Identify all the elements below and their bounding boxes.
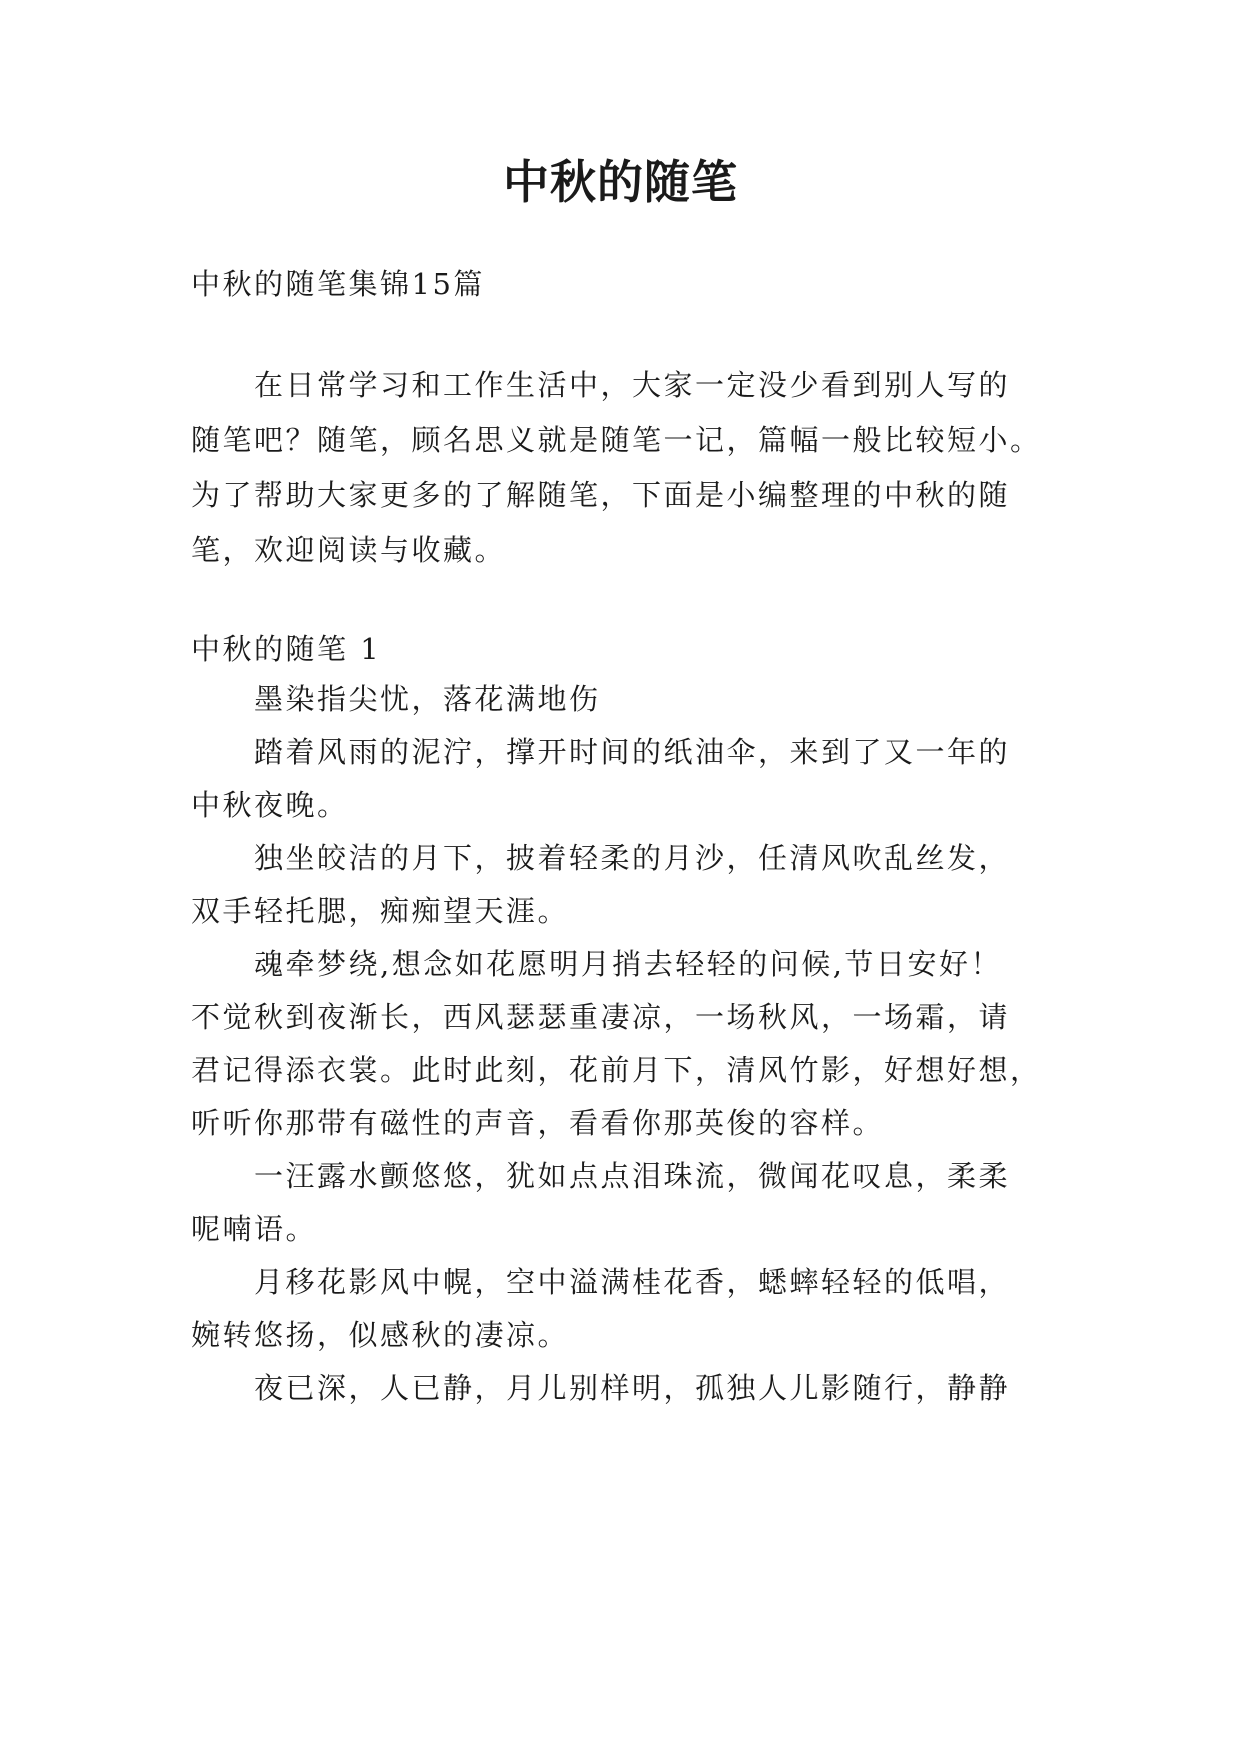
body-line: 中秋夜晚。: [191, 788, 349, 822]
body-line: 君记得添衣裳。此时此刻，花前月下，清风竹影，好想好想，: [191, 1053, 1042, 1087]
section-heading: 中秋的随笔 1: [191, 632, 382, 666]
body-line: 夜已深，人已静，月儿别样明，孤独人儿影随行，静静: [191, 1371, 1011, 1405]
body-line: 月移花影风中幌，空中溢满桂花香，蟋蟀轻轻的低唱，: [191, 1265, 1011, 1299]
body-line: 独坐皎洁的月下，披着轻柔的月沙，任清风吹乱丝发，: [191, 841, 1011, 875]
intro-line: 随笔吧？随笔，顾名思义就是随笔一记，篇幅一般比较短小。: [191, 423, 1042, 457]
intro-line: 为了帮助大家更多的了解随笔，下面是小编整理的中秋的随: [191, 478, 1011, 512]
intro-line: 在日常学习和工作生活中，大家一定没少看到别人写的: [191, 368, 1011, 402]
intro-line: 笔，欢迎阅读与收藏。: [191, 533, 507, 567]
body-line: 不觉秋到夜渐长，西风瑟瑟重凄凉，一场秋风，一场霜，请: [191, 1000, 1011, 1034]
document-title: 中秋的随笔: [503, 155, 738, 209]
body-line: 双手轻托腮，痴痴望天涯。: [191, 894, 570, 928]
body-line: 一汪露水颤悠悠，犹如点点泪珠流，微闻花叹息，柔柔: [191, 1159, 1011, 1193]
body-line: 听听你那带有磁性的声音，看看你那英俊的容样。: [191, 1106, 885, 1140]
document-subtitle: 中秋的随笔集锦15篇: [191, 267, 485, 301]
body-line: 魂牵梦绕,想念如花愿明月捎去轻轻的问候,节日安好！: [191, 947, 1002, 981]
body-line: 踏着风雨的泥泞，撑开时间的纸油伞，来到了又一年的: [191, 735, 1011, 769]
body-line: 墨染指尖忧，落花满地伤: [191, 682, 601, 716]
body-line: 婉转悠扬，似感秋的凄凉。: [191, 1318, 570, 1352]
body-line: 呢喃语。: [191, 1212, 318, 1246]
